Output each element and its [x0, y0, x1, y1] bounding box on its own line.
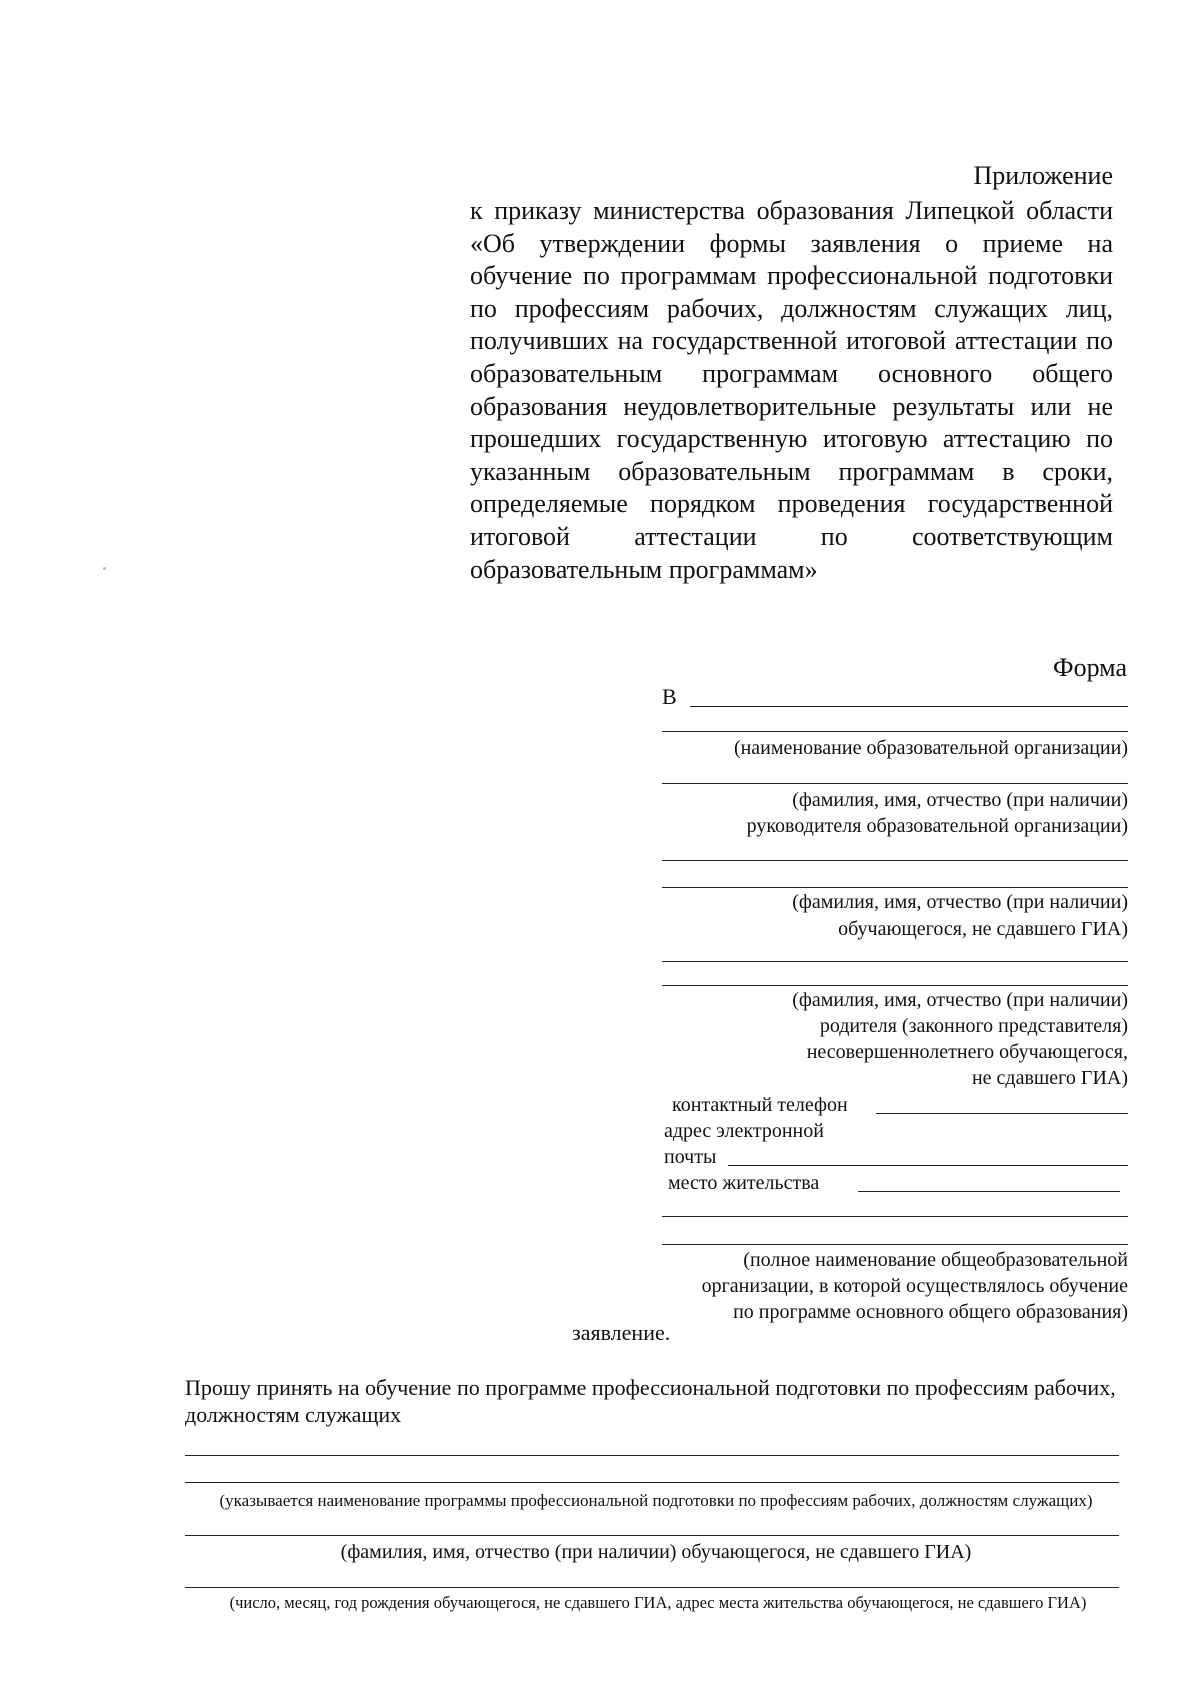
- parent-name-line-2[interactable]: [662, 985, 1128, 986]
- birth-residence-caption: (число, месяц, год рождения обучающегося, не сдавшего ГИА, адрес места жительства обучающегося, не сдавшего ГИА): [229, 1593, 1087, 1612]
- program-line-1[interactable]: [185, 1455, 1119, 1456]
- head-caption-2: руководителя образовательной организации): [746, 815, 1128, 837]
- residence-line-1[interactable]: [858, 1191, 1120, 1192]
- student-name-line-1[interactable]: [662, 860, 1128, 861]
- student-name-line-2[interactable]: [662, 887, 1128, 888]
- statement-word: заявление.: [572, 1320, 671, 1345]
- parent-caption-4: не сдавшего ГИА): [971, 1067, 1128, 1089]
- student-caption-2: обучающегося, не сдавшего ГИА): [838, 918, 1128, 940]
- parent-caption-1: (фамилия, имя, отчество (при наличии): [792, 989, 1128, 1011]
- residence-line-2[interactable]: [662, 1216, 1128, 1217]
- head-name-line[interactable]: [662, 783, 1128, 784]
- form-title: Форма: [1053, 653, 1127, 682]
- student-fullname-line[interactable]: [185, 1535, 1119, 1536]
- school-caption-1: (полное наименование общеобразовательной: [743, 1249, 1128, 1271]
- org-line-2[interactable]: [662, 731, 1128, 732]
- residence-label: место жительства: [668, 1172, 820, 1194]
- school-caption-3: по программе основного общего образования): [733, 1301, 1128, 1323]
- program-caption: (указывается наименование программы профессиональной подготовки по профессиям рабочих, должностям служащих): [219, 1491, 1093, 1510]
- birth-residence-line[interactable]: [185, 1587, 1119, 1588]
- email-label-1: адрес электронной: [664, 1120, 824, 1142]
- student-caption-1: (фамилия, имя, отчество (при наличии): [792, 891, 1128, 913]
- appendix-text: к приказу министерства образования Липецкой области «Об утверждении формы заявления о приеме на обучение по программам профессиональной подготовки по профессиям рабочих, должностям служащих лиц, получивших на государственной итоговой аттестации по образовательным программам основного общего образования неудовлетворительные результаты или не прошедших государственную итоговую аттестацию по указанным образовательным программам в сроки, определяемые порядком проведения государственной итоговой аттестации по соответствующим образовательным программам»: [470, 196, 1113, 584]
- parent-caption-3: несовершеннолетнего обучающегося,: [806, 1041, 1128, 1063]
- email-label-2: почты: [664, 1146, 717, 1168]
- student-fullname-caption: (фамилия, имя, отчество (при наличии) обучающегося, не сдавшего ГИА): [340, 1541, 972, 1563]
- email-line[interactable]: [728, 1165, 1128, 1166]
- school-name-line[interactable]: [662, 1244, 1128, 1245]
- request-text: Прошу принять на обучение по программе профессиональной подготовки по профессиям рабочих, должностям служащих: [185, 1375, 1116, 1427]
- org-caption: (наименование образовательной организации): [733, 737, 1128, 759]
- phone-label: контактный телефон: [672, 1094, 848, 1116]
- appendix-title: Приложение: [973, 161, 1113, 190]
- org-line-1[interactable]: [690, 706, 1128, 707]
- to-label: В: [662, 684, 677, 709]
- parent-name-line-1[interactable]: [662, 961, 1128, 962]
- program-line-2[interactable]: [185, 1482, 1119, 1483]
- parent-caption-2: родителя (законного представителя): [819, 1015, 1128, 1037]
- phone-line[interactable]: [876, 1113, 1128, 1114]
- school-caption-2: организации, в которой осуществлялось обучение: [701, 1275, 1128, 1297]
- head-caption-1: (фамилия, имя, отчество (при наличии): [792, 789, 1128, 811]
- scan-speck: [103, 567, 106, 570]
